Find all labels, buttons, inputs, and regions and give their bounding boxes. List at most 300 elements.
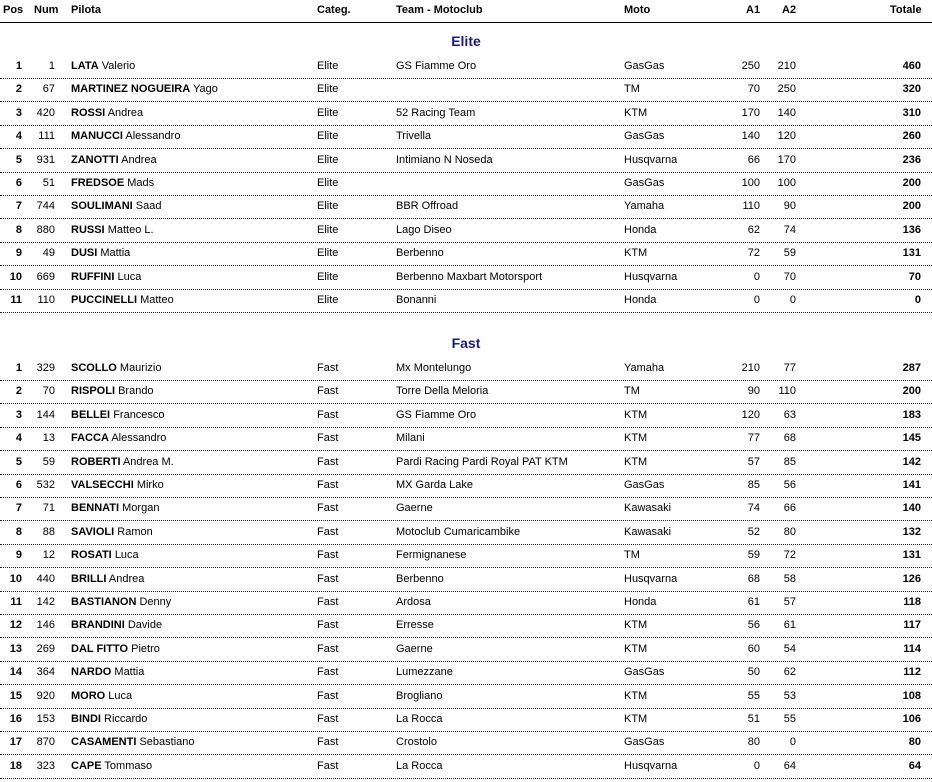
row-moto: KTM xyxy=(624,408,648,421)
row-team: Motoclub Cumaricambike xyxy=(396,525,521,538)
row-pilot xyxy=(71,736,195,748)
row-a1: 170 xyxy=(741,106,760,119)
row-total: 183 xyxy=(902,408,921,421)
pilot-name: Alessandro xyxy=(125,130,181,143)
row-num: 870 xyxy=(36,736,55,749)
row-team: Lumezzane xyxy=(396,666,453,679)
row-pos: 2 xyxy=(15,83,22,96)
pilot-surname: ROSATI xyxy=(71,549,112,562)
row-a1: 51 xyxy=(747,713,760,725)
row-team: Berbenno xyxy=(396,572,444,585)
row-team: Torre Della Meloria xyxy=(396,385,489,398)
pilot-surname: BRILLI xyxy=(71,572,107,585)
pilot-surname: BASTIANON xyxy=(71,596,137,608)
header-total: Totale xyxy=(890,4,922,16)
row-num: 88 xyxy=(42,525,55,538)
pilot-name: Matteo L. xyxy=(107,223,154,236)
row-team: Brogliano xyxy=(396,689,443,702)
row-pos: 5 xyxy=(15,153,22,166)
row-team: Berbenno xyxy=(396,247,444,260)
row-pilot xyxy=(71,526,153,538)
row-a2: 59 xyxy=(783,247,796,260)
row-team: MX Garda Lake xyxy=(396,479,474,491)
row-total: 310 xyxy=(902,106,921,119)
row-a2: 77 xyxy=(783,362,796,374)
header-a2: A2 xyxy=(782,4,797,16)
row-category: Elite xyxy=(317,294,339,306)
row-moto: KTM xyxy=(624,689,648,702)
row-pos: 2 xyxy=(15,385,22,398)
table-row xyxy=(0,544,932,568)
pilot-name: Maurizio xyxy=(119,362,162,374)
row-a1: 62 xyxy=(747,223,760,236)
row-num: 111 xyxy=(38,130,55,143)
row-a1: 0 xyxy=(753,759,760,772)
table-row xyxy=(0,242,932,266)
table-row xyxy=(0,172,932,196)
row-total: 131 xyxy=(902,549,921,562)
pilot-name: Pietro xyxy=(131,642,160,655)
row-pilot xyxy=(71,456,174,468)
row-category: Fast xyxy=(317,385,339,398)
row-total: 80 xyxy=(908,736,921,749)
row-moto: KTM xyxy=(624,619,648,632)
pilot-surname: ZANOTTI xyxy=(71,153,119,166)
row-pilot xyxy=(71,432,166,444)
row-moto: Honda xyxy=(624,596,657,608)
row-a1: 0 xyxy=(753,270,760,283)
row-num: 49 xyxy=(42,247,55,260)
row-team: Pardi Racing Pardi Royal PAT KTM xyxy=(396,455,568,468)
row-pos: 9 xyxy=(15,247,22,260)
row-team: Intimiano N Noseda xyxy=(396,153,493,166)
row-pilot xyxy=(71,573,144,585)
row-pilot xyxy=(71,294,174,306)
row-moto: GasGas xyxy=(624,479,665,491)
row-a2: 63 xyxy=(783,408,796,421)
row-total: 108 xyxy=(902,689,921,702)
row-team: 52 Racing Team xyxy=(396,106,476,119)
row-moto: Yamaha xyxy=(624,200,665,213)
row-moto: KTM xyxy=(624,642,648,655)
pilot-name: Valerio xyxy=(101,60,136,72)
row-category: Fast xyxy=(317,455,339,468)
row-pos: 17 xyxy=(9,736,22,749)
section-title: Fast xyxy=(451,335,481,351)
row-team: Ardosa xyxy=(396,596,431,608)
row-a1: 90 xyxy=(747,385,760,398)
row-team: Mx Montelungo xyxy=(396,362,472,374)
row-team: Crostolo xyxy=(396,736,437,749)
row-team: Lago Diseo xyxy=(396,223,452,236)
header-pos: Pos xyxy=(3,4,24,16)
row-pilot xyxy=(71,362,161,374)
table-row xyxy=(0,591,932,615)
row-moto: TM xyxy=(624,385,640,398)
table-row xyxy=(0,497,932,521)
row-category: Fast xyxy=(317,502,339,515)
row-a2: 85 xyxy=(783,455,796,468)
row-pilot xyxy=(71,502,159,514)
table-row xyxy=(0,638,932,662)
row-moto: GasGas xyxy=(624,177,665,189)
pilot-surname: PUCCINELLI xyxy=(71,294,137,306)
table-row xyxy=(0,380,932,404)
row-moto: KTM xyxy=(624,713,648,725)
row-moto: TM xyxy=(624,83,640,96)
row-total: 141 xyxy=(902,479,921,491)
row-category: Elite xyxy=(317,177,339,189)
row-a1: 57 xyxy=(747,455,760,468)
row-a2: 70 xyxy=(783,270,796,283)
row-a1: 60 xyxy=(747,642,760,655)
row-total: 106 xyxy=(902,713,921,725)
pilot-name: Mattia xyxy=(114,666,145,679)
row-num: 110 xyxy=(37,294,55,306)
row-pos: 7 xyxy=(15,200,22,213)
row-a1: 52 xyxy=(747,525,760,538)
row-a1: 0 xyxy=(753,294,760,306)
row-pos: 3 xyxy=(15,408,22,421)
row-a2: 100 xyxy=(777,177,796,189)
row-pos: 4 xyxy=(15,432,22,445)
row-a1: 250 xyxy=(741,60,760,72)
row-category: Elite xyxy=(317,270,339,283)
row-num: 420 xyxy=(36,106,55,119)
row-a2: 0 xyxy=(789,294,796,306)
row-pos: 9 xyxy=(15,549,22,562)
pilot-surname: BRANDINI xyxy=(71,619,125,632)
pilot-name: Ramon xyxy=(117,525,153,538)
row-category: Fast xyxy=(317,525,339,538)
row-moto: GasGas xyxy=(624,130,665,143)
row-pilot xyxy=(71,224,154,236)
pilot-surname: LATA xyxy=(71,60,99,72)
row-num: 67 xyxy=(42,83,55,96)
row-pos: 4 xyxy=(15,130,22,143)
row-pos: 14 xyxy=(9,666,22,679)
table-row xyxy=(0,568,932,592)
row-team: La Rocca xyxy=(396,713,443,725)
pilot-surname: BELLEI xyxy=(71,408,111,421)
pilot-surname: RISPOLI xyxy=(71,385,116,398)
row-num: 880 xyxy=(36,223,55,236)
header-num: Num xyxy=(34,4,59,16)
row-a2: 56 xyxy=(783,479,796,491)
pilot-name: Tommaso xyxy=(104,759,153,772)
table-row xyxy=(0,195,932,219)
row-category: Elite xyxy=(317,200,339,213)
row-num: 146 xyxy=(36,619,55,632)
row-pilot xyxy=(71,271,141,283)
row-team: Berbenno Maxbart Motorsport xyxy=(396,270,543,283)
row-pilot xyxy=(71,643,160,655)
row-total: 126 xyxy=(902,572,921,585)
row-a2: 210 xyxy=(777,60,796,72)
pilot-name: Andrea xyxy=(108,572,145,585)
row-category: Fast xyxy=(317,479,339,491)
pilot-name: Andrea xyxy=(107,106,144,119)
row-total: 236 xyxy=(902,153,921,166)
row-a2: 90 xyxy=(783,200,796,213)
row-team: Gaerne xyxy=(396,642,433,655)
row-a2: 62 xyxy=(783,666,796,679)
row-a2: 80 xyxy=(783,525,796,538)
row-pilot xyxy=(71,666,144,678)
table-row xyxy=(0,755,932,779)
row-num: 1 xyxy=(48,60,55,72)
row-pilot xyxy=(71,107,143,119)
row-a1: 68 xyxy=(747,572,760,585)
row-a1: 100 xyxy=(741,177,760,189)
pilot-name: Luca xyxy=(108,689,133,702)
row-pilot xyxy=(71,154,157,166)
row-pos: 1 xyxy=(15,362,22,374)
row-pos: 12 xyxy=(9,619,22,632)
row-num: 440 xyxy=(36,572,55,585)
row-a1: 140 xyxy=(741,130,760,143)
pilot-surname: NARDO xyxy=(71,666,112,679)
row-category: Fast xyxy=(317,759,339,772)
row-pos: 6 xyxy=(15,479,22,491)
table-row xyxy=(0,661,932,685)
row-pilot xyxy=(71,479,164,491)
row-pos: 5 xyxy=(15,455,22,468)
table-row xyxy=(0,149,932,173)
row-category: Fast xyxy=(317,549,339,562)
table-row xyxy=(0,266,932,290)
row-total: 142 xyxy=(902,455,921,468)
row-category: Fast xyxy=(317,736,339,749)
pilot-surname: SOULIMANI xyxy=(71,200,133,213)
row-num: 51 xyxy=(42,177,55,189)
header-pilot: Pilota xyxy=(71,4,101,16)
row-pos: 11 xyxy=(10,596,22,608)
row-moto: Kawasaki xyxy=(624,525,672,538)
row-team: Fermignanese xyxy=(396,549,467,562)
row-a2: 61 xyxy=(783,619,796,632)
table-row xyxy=(0,685,932,709)
row-category: Elite xyxy=(317,83,339,96)
row-a1: 72 xyxy=(747,247,760,260)
row-a2: 250 xyxy=(777,83,796,96)
section-title: Elite xyxy=(451,33,481,49)
row-total: 70 xyxy=(908,270,921,283)
row-total: 320 xyxy=(902,83,921,96)
row-moto: Kawasaki xyxy=(624,502,672,515)
pilot-surname: CASAMENTI xyxy=(71,736,137,749)
row-pilot xyxy=(71,409,165,421)
row-team: BBR Offroad xyxy=(396,200,459,213)
row-total: 460 xyxy=(902,60,921,72)
row-a1: 85 xyxy=(747,479,760,491)
pilot-surname: BENNATI xyxy=(71,502,120,515)
row-category: Fast xyxy=(317,689,339,702)
table-row xyxy=(0,78,932,102)
row-a1: 56 xyxy=(747,619,760,632)
row-num: 13 xyxy=(42,432,55,445)
row-num: 144 xyxy=(36,408,55,421)
row-num: 59 xyxy=(42,455,55,468)
row-moto: Husqvarna xyxy=(624,153,678,166)
row-pos: 10 xyxy=(9,572,22,585)
header-a1: A1 xyxy=(746,4,761,16)
row-a2: 0 xyxy=(789,736,796,749)
row-a1: 74 xyxy=(747,502,760,515)
row-moto: Yamaha xyxy=(624,362,665,374)
row-a2: 58 xyxy=(783,572,796,585)
pilot-name: Saad xyxy=(135,200,162,213)
pilot-surname: FACCA xyxy=(71,432,109,445)
row-num: 931 xyxy=(36,153,55,166)
row-total: 200 xyxy=(902,177,921,189)
row-a2: 72 xyxy=(783,549,796,562)
pilot-name: Luca xyxy=(117,270,142,283)
pilot-surname: ROBERTI xyxy=(71,455,121,468)
pilot-name: Alessandro xyxy=(111,432,167,445)
row-num: 532 xyxy=(36,479,55,491)
pilot-name: Francesco xyxy=(113,408,165,421)
row-a2: 66 xyxy=(783,502,796,515)
pilot-name: Luca xyxy=(114,549,139,562)
row-a1: 61 xyxy=(747,596,760,608)
pilot-name: Davide xyxy=(127,619,163,632)
row-category: Fast xyxy=(317,408,339,421)
table-row xyxy=(0,474,932,498)
row-category: Fast xyxy=(317,666,339,679)
row-a2: 140 xyxy=(777,106,796,119)
row-category: Elite xyxy=(317,223,339,236)
row-pos: 16 xyxy=(9,713,22,725)
row-a2: 120 xyxy=(777,130,796,143)
pilot-name: Brando xyxy=(118,385,154,398)
row-category: Fast xyxy=(317,619,339,632)
row-category: Fast xyxy=(317,713,339,725)
row-pilot xyxy=(71,619,162,631)
row-num: 153 xyxy=(36,713,55,725)
table-row xyxy=(0,289,932,313)
row-total: 64 xyxy=(908,759,921,772)
table-row xyxy=(0,219,932,243)
table-row xyxy=(0,521,932,545)
pilot-name: Mirko xyxy=(136,479,164,491)
row-category: Fast xyxy=(317,432,339,445)
row-category: Elite xyxy=(317,247,339,260)
pilot-name: Andrea M. xyxy=(122,455,174,468)
row-moto: GasGas xyxy=(624,736,665,749)
row-team: Bonanni xyxy=(396,294,437,306)
row-num: 12 xyxy=(42,549,55,562)
pilot-name: Mattia xyxy=(100,247,131,260)
row-total: 136 xyxy=(902,223,921,236)
table-row xyxy=(0,404,932,428)
row-total: 200 xyxy=(902,200,921,213)
row-moto: GasGas xyxy=(624,60,665,72)
row-a1: 59 xyxy=(747,549,760,562)
row-num: 669 xyxy=(36,270,55,283)
row-pos: 13 xyxy=(9,642,22,655)
row-moto: KTM xyxy=(624,247,648,260)
row-total: 118 xyxy=(903,596,921,608)
row-pilot xyxy=(71,83,218,95)
pilot-name: Mads xyxy=(127,177,155,189)
row-num: 142 xyxy=(36,596,55,608)
header-team: Team - Motoclub xyxy=(396,4,483,16)
table-row xyxy=(0,451,932,475)
row-moto: Honda xyxy=(624,223,657,236)
row-pos: 3 xyxy=(15,106,22,119)
row-pilot xyxy=(71,760,152,772)
row-total: 260 xyxy=(902,130,921,143)
pilot-name: Denny xyxy=(139,596,172,608)
pilot-surname: BINDI xyxy=(71,713,101,725)
row-a1: 55 xyxy=(747,689,760,702)
row-pilot xyxy=(71,713,147,725)
row-num: 70 xyxy=(42,385,55,398)
row-team: Erresse xyxy=(396,619,434,632)
row-team: GS Fiamme Oro xyxy=(396,60,477,72)
row-total: 131 xyxy=(902,247,921,260)
row-pilot xyxy=(71,60,135,72)
row-pos: 15 xyxy=(9,689,22,702)
table-row xyxy=(0,357,932,381)
pilot-surname: MORO xyxy=(71,689,106,702)
row-category: Fast xyxy=(317,362,339,374)
row-a1: 66 xyxy=(747,153,760,166)
row-pilot xyxy=(71,596,171,608)
row-moto: KTM xyxy=(624,432,648,445)
row-category: Elite xyxy=(317,153,339,166)
row-moto: Husqvarna xyxy=(624,759,678,772)
pilot-name: Riccardo xyxy=(104,713,148,725)
pilot-surname: FREDSOE xyxy=(71,177,125,189)
row-a1: 80 xyxy=(747,736,760,749)
row-team: Gaerne xyxy=(396,502,433,515)
row-pos: 8 xyxy=(15,525,22,538)
row-num: 269 xyxy=(36,642,55,655)
row-a2: 54 xyxy=(783,642,796,655)
row-moto: KTM xyxy=(624,455,648,468)
row-moto: Honda xyxy=(624,294,657,306)
row-total: 287 xyxy=(902,362,921,374)
row-moto: KTM xyxy=(624,106,648,119)
pilot-surname: RUFFINI xyxy=(71,270,115,283)
pilot-surname: DAL FITTO xyxy=(71,642,129,655)
row-team: Milani xyxy=(396,432,425,445)
row-category: Fast xyxy=(317,596,339,608)
row-pos: 8 xyxy=(15,223,22,236)
row-a1: 110 xyxy=(742,200,760,213)
pilot-surname: ROSSI xyxy=(71,106,106,119)
row-num: 329 xyxy=(36,362,55,374)
table-row xyxy=(0,102,932,126)
row-pilot xyxy=(71,130,180,142)
table-row xyxy=(0,427,932,451)
row-a2: 110 xyxy=(778,385,796,398)
row-a2: 170 xyxy=(777,153,796,166)
row-pos: 11 xyxy=(10,294,22,306)
row-pos: 6 xyxy=(15,177,22,189)
row-moto: Husqvarna xyxy=(624,270,678,283)
row-pilot xyxy=(71,200,162,212)
row-a2: 74 xyxy=(783,223,796,236)
pilot-surname: MARTINEZ NOGUEIRA xyxy=(71,83,191,96)
pilot-surname: DUSI xyxy=(71,247,98,260)
row-moto: GasGas xyxy=(624,666,665,679)
row-a1: 70 xyxy=(747,83,760,96)
pilot-surname: CAPE xyxy=(71,759,102,772)
header-moto: Moto xyxy=(624,4,651,16)
